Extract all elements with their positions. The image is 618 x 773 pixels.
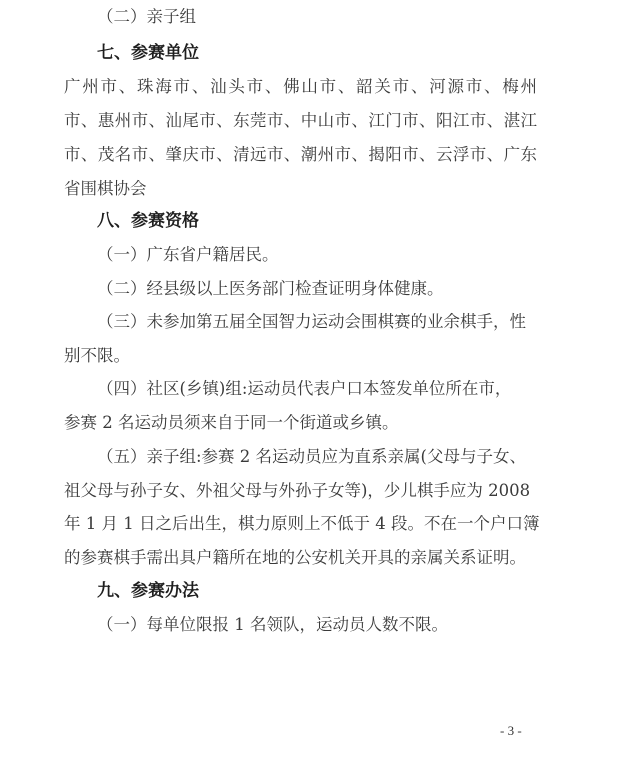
sub-item-parent-child-group: （二）亲子组 [97, 7, 196, 26]
paragraph-line: 年 1 月 1 日之后出生，棋力原则上不低于 4 段。不在一个户口簿 [64, 514, 540, 533]
paragraph-line: （三）未参加第五届全国智力运动会围棋赛的业余棋手，性 [97, 312, 526, 331]
paragraph-line: 别不限。 [64, 346, 130, 365]
paragraph-line: 参赛 2 名运动员须来自于同一个街道或乡镇。 [64, 413, 399, 432]
paragraph-line: （二）经县级以上医务部门检查证明身体健康。 [97, 279, 444, 298]
paragraph-line: （一）广东省户籍居民。 [97, 245, 279, 264]
page-number: - 3 - [500, 723, 522, 738]
paragraph-line: 祖父母与孙子女、外祖父母与外孙子女等)，少儿棋手应为 2008 [64, 481, 531, 500]
section-heading-7: 七、参赛单位 [97, 43, 199, 63]
paragraph-line: 市、惠州市、汕尾市、东莞市、中山市、江门市、阳江市、湛江 [64, 111, 537, 130]
section-heading-8: 八、参赛资格 [97, 211, 199, 231]
paragraph-line: （四）社区(乡镇)组:运动员代表户口本签发单位所在市， [97, 379, 512, 398]
paragraph-line: 省围棋协会 [64, 179, 147, 198]
paragraph-line: （一）每单位限报 1 名领队，运动员人数不限。 [97, 615, 448, 634]
paragraph-line: 广州市、珠海市、汕头市、佛山市、韶关市、河源市、梅州 [64, 77, 537, 96]
paragraph-line: 市、茂名市、肇庆市、清远市、潮州市、揭阳市、云浮市、广东 [64, 145, 537, 164]
paragraph-line: 的参赛棋手需出具户籍所在地的公安机关开具的亲属关系证明。 [64, 548, 526, 567]
paragraph-line: （五）亲子组:参赛 2 名运动员应为直系亲属(父母与子女、 [97, 447, 526, 466]
section-heading-9: 九、参赛办法 [97, 581, 199, 601]
